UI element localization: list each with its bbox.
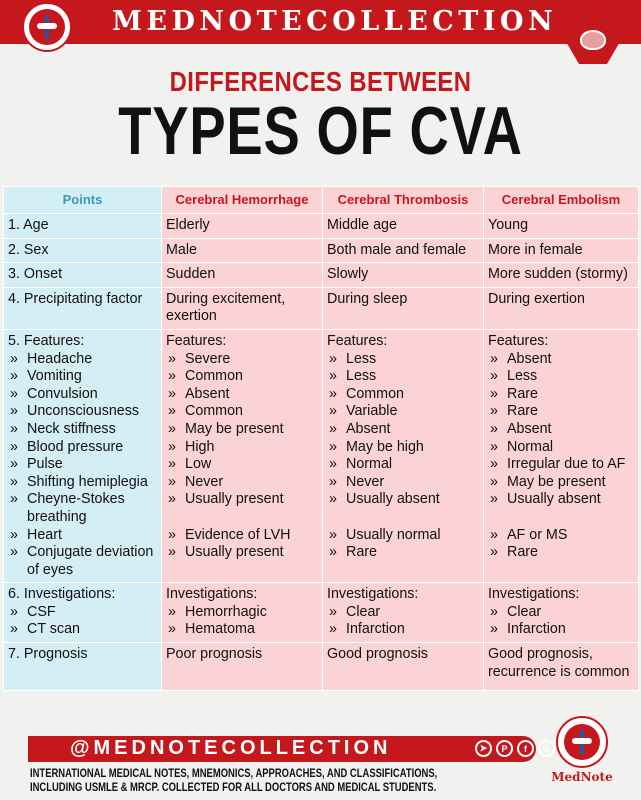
list-item: » Usually absent <box>488 491 634 509</box>
header-points: Points <box>4 187 162 214</box>
table-cell: Male <box>162 238 323 263</box>
table-cell: More sudden (stormy) <box>484 263 639 288</box>
telegram-icon[interactable]: ➤ <box>475 740 492 757</box>
header-embolism: Cerebral Embolism <box>484 187 639 214</box>
list-item: » Irregular due to AF <box>488 456 634 474</box>
table-cell: 4. Precipitating factor <box>4 287 162 329</box>
list-item: » Normal <box>327 456 479 474</box>
table-cell: During sleep <box>323 287 484 329</box>
list-item: » CT scan <box>8 621 157 639</box>
table-row-investigations <box>4 583 639 643</box>
table-cell: Middle age <box>323 214 484 239</box>
table-cell: 2. Sex <box>4 238 162 263</box>
footer-line-2: INCLUDING USMLE & MRCP. COLLECTED FOR ALL DOCTORS AND MEDICAL STUDENTS. <box>30 782 437 794</box>
investigations-points-cell <box>4 583 162 643</box>
list-item: » Rare <box>327 544 479 562</box>
list-item: » Clear <box>488 604 634 622</box>
list-item: » Less <box>327 351 479 369</box>
table-cell: More in female <box>484 238 639 263</box>
list-item: » May be present <box>488 474 634 492</box>
table-row-features <box>4 329 639 582</box>
list-item: » Common <box>327 386 479 404</box>
features-heading: 5. Features: <box>8 332 85 349</box>
list-item: » Never <box>327 474 479 492</box>
investigations-embolism-cell <box>484 583 639 643</box>
header-hemorrhage: Cerebral Hemorrhage <box>162 187 323 214</box>
caduceus-icon <box>556 716 608 768</box>
list-item: » Clear <box>327 604 479 622</box>
list-item: » Severe <box>166 351 318 369</box>
list-item: » Cheyne-Stokes breathing <box>8 491 157 526</box>
list-item: » Absent <box>488 351 634 369</box>
table-row-sex <box>4 238 639 263</box>
investigations-heading: Investigations: <box>327 586 419 603</box>
investigations-hemorrhage-cell <box>162 583 323 643</box>
table-cell: Young <box>484 214 639 239</box>
list-item: » Rare <box>488 544 634 562</box>
pinterest-icon[interactable]: P <box>496 740 513 757</box>
header-thrombosis: Cerebral Thrombosis <box>323 187 484 214</box>
brand-name: MEDNOTECOLLECTION <box>112 6 558 37</box>
list-item: » Common <box>166 368 318 386</box>
list-item: » Common <box>166 403 318 421</box>
list-item: » Usually normal <box>327 527 479 545</box>
list-item: » Never <box>166 474 318 492</box>
investigations-thrombosis-cell <box>323 583 484 643</box>
table-cell: Good prognosis <box>323 643 484 691</box>
list-item: » CSF <box>8 604 157 622</box>
list-item: » Blood pressure <box>8 439 157 457</box>
table-cell: 3. Onset <box>4 263 162 288</box>
list-item: » Infarction <box>488 621 634 639</box>
table-cell: Poor prognosis <box>162 643 323 691</box>
list-item: » Usually present <box>166 544 318 562</box>
list-item: » Usually absent <box>327 491 479 509</box>
list-item: » Less <box>327 368 479 386</box>
table-cell: Both male and female <box>323 238 484 263</box>
table-row-prognosis <box>4 643 639 691</box>
list-item: » Shifting hemiplegia <box>8 474 157 492</box>
list-item: » Hemorrhagic <box>166 604 318 622</box>
table-cell: Good prognosis, recurrence is common <box>484 643 639 691</box>
list-item: » Absent <box>166 386 318 404</box>
investigations-heading: Investigations: <box>488 586 580 603</box>
instagram-icon[interactable]: ◎ <box>538 740 555 757</box>
footer-banner <box>28 736 551 762</box>
features-points-cell <box>4 329 162 582</box>
table-row-precipitating <box>4 287 639 329</box>
list-item: » Neck stiffness <box>8 421 157 439</box>
investigations-heading: 6. Investigations: <box>8 586 116 603</box>
features-heading: Features: <box>327 332 388 349</box>
facebook-icon[interactable]: f <box>517 740 534 757</box>
list-item: » May be high <box>327 439 479 457</box>
list-item: » Absent <box>488 421 634 439</box>
table-row-onset <box>4 263 639 288</box>
footer-description <box>30 767 440 795</box>
social-handle: @MEDNOTECOLLECTION <box>70 737 392 759</box>
table-cell: During exertion <box>484 287 639 329</box>
table-cell: During excitement, exertion <box>162 287 323 329</box>
list-item: » AF or MS <box>488 527 634 545</box>
table-cell: Elderly <box>162 214 323 239</box>
list-item: » Vomiting <box>8 368 157 386</box>
list-item: » Less <box>488 368 634 386</box>
list-item: » Convulsion <box>8 386 157 404</box>
list-item: » Pulse <box>8 456 157 474</box>
features-hemorrhage-cell <box>162 329 323 582</box>
footer-line-1: INTERNATIONAL MEDICAL NOTES, MNEMONICS, APPROACHES, AND CLASSIFICATIONS, <box>30 768 438 780</box>
list-item: » Usually present <box>166 491 318 509</box>
list-item: » May be present <box>166 421 318 439</box>
list-item: » Variable <box>327 403 479 421</box>
features-heading: Features: <box>166 332 227 349</box>
table-header-row <box>4 187 639 214</box>
caduceus-icon <box>22 2 72 52</box>
list-item: » High <box>166 439 318 457</box>
list-item: » Infarction <box>327 621 479 639</box>
list-item: » Heart <box>8 527 157 545</box>
table-cell: 1. Age <box>4 214 162 239</box>
investigations-heading: Investigations: <box>166 586 258 603</box>
top-banner <box>0 0 641 44</box>
list-item: » Normal <box>488 439 634 457</box>
table-cell: Slowly <box>323 263 484 288</box>
list-item: » Unconsciousness <box>8 403 157 421</box>
logo-text: MedNote <box>551 770 613 784</box>
list-item: » Rare <box>488 403 634 421</box>
features-embolism-cell <box>484 329 639 582</box>
list-item: » Rare <box>488 386 634 404</box>
table-cell: Sudden <box>162 263 323 288</box>
list-item: » Headache <box>8 351 157 369</box>
social-links <box>475 740 555 757</box>
list-item: » Absent <box>327 421 479 439</box>
list-item: » Hematoma <box>166 621 318 639</box>
cva-comparison-table <box>3 186 639 691</box>
table-row-age <box>4 214 639 239</box>
features-heading: Features: <box>488 332 549 349</box>
list-item: » Conjugate deviation of eyes <box>8 544 157 579</box>
list-item: » Low <box>166 456 318 474</box>
table-cell: 7. Prognosis <box>4 643 162 691</box>
list-item: » Evidence of LVH <box>166 527 318 545</box>
features-thrombosis-cell <box>323 329 484 582</box>
page-title: TYPES OF CVA <box>118 93 523 169</box>
page-subtitle: DIFFERENCES BETWEEN <box>169 66 472 97</box>
